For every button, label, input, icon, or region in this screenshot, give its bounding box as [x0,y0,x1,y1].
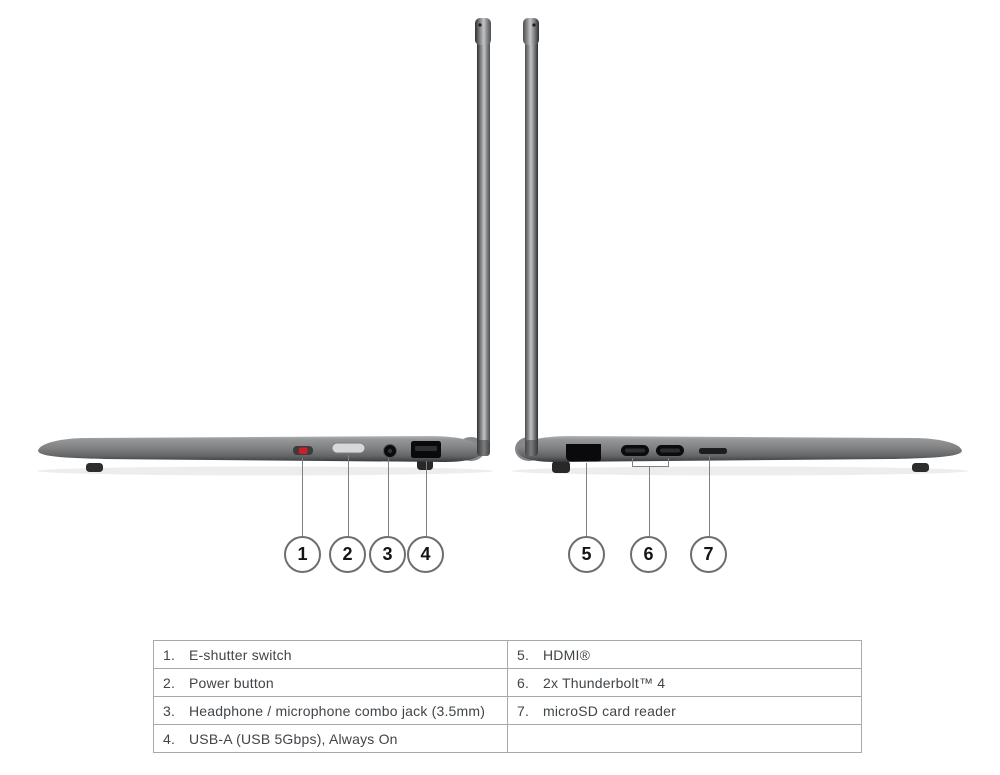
callout-line-5 [586,463,587,536]
port-label: E-shutter switch [189,646,292,663]
camera-dot [478,23,481,26]
callout-number: 1 [297,544,308,564]
rubber-foot [912,463,929,472]
usb-a-tongue [415,446,437,451]
camera-bump [523,18,539,45]
table-cell-4 [154,725,508,753]
callout-line-7 [709,456,710,536]
port-label: 2x Thunderbolt™ 4 [543,674,666,691]
thunderbolt-port-2-tongue [660,449,680,453]
ports-table [153,640,862,753]
thunderbolt-port-1-tongue [625,449,645,453]
callout-line-2 [348,455,349,536]
screen-edge [477,20,490,456]
callout-number: 2 [342,544,353,564]
rubber-foot [86,463,103,472]
camera-bump [475,18,491,45]
e-shutter-red-dot [299,448,308,455]
callout-number: 4 [420,544,431,564]
callout-number: 7 [703,544,714,564]
table-cell-6 [508,669,862,697]
headphone-jack-hole [388,449,392,453]
table-cell-1 [154,641,508,669]
hdmi-port [566,444,601,462]
callout-circle-7 [690,536,727,573]
callout-circle-3 [369,536,406,573]
laptop-right-side-view [30,8,500,478]
screen-bottom-shade [477,440,490,456]
table-cell-5 [508,641,862,669]
callout-circle-1 [284,536,321,573]
microsd-slot [699,448,727,454]
callout-circle-2 [329,536,366,573]
ground-shadow [512,467,968,476]
camera-dot [532,23,535,26]
port-label: microSD card reader [543,702,676,719]
port-number: 4. [163,730,176,747]
table-cell-empty [508,725,862,753]
port-number: 2. [163,674,176,691]
callout-line-6-bracket [632,466,669,467]
screen-edge [525,20,538,456]
callout-number: 5 [581,544,592,564]
callout-circle-6 [630,536,667,573]
callout-number: 3 [382,544,393,564]
port-number: 5. [517,646,530,663]
port-number: 3. [163,702,176,719]
callout-line-1 [302,458,303,536]
table-cell-3 [154,697,508,725]
table-cell-7 [508,697,862,725]
laptop-left-side-view [500,8,970,478]
callout-line-3 [388,458,389,536]
callout-circle-4 [407,536,444,573]
screen-bottom-shade [525,440,538,456]
port-number: 7. [517,702,530,719]
port-label: HDMI® [543,646,591,663]
callout-line-6-stem [649,466,650,536]
power-button [332,443,365,453]
port-label: Headphone / microphone combo jack (3.5mm) [189,702,486,719]
callout-circle-5 [568,536,605,573]
port-number: 1. [163,646,176,663]
port-label: Power button [189,674,274,691]
rubber-foot [552,461,570,473]
callout-line-4 [426,461,427,536]
table-cell-2 [154,669,508,697]
port-label: USB-A (USB 5Gbps), Always On [189,730,398,747]
port-number: 6. [517,674,530,691]
callout-number: 6 [643,544,654,564]
